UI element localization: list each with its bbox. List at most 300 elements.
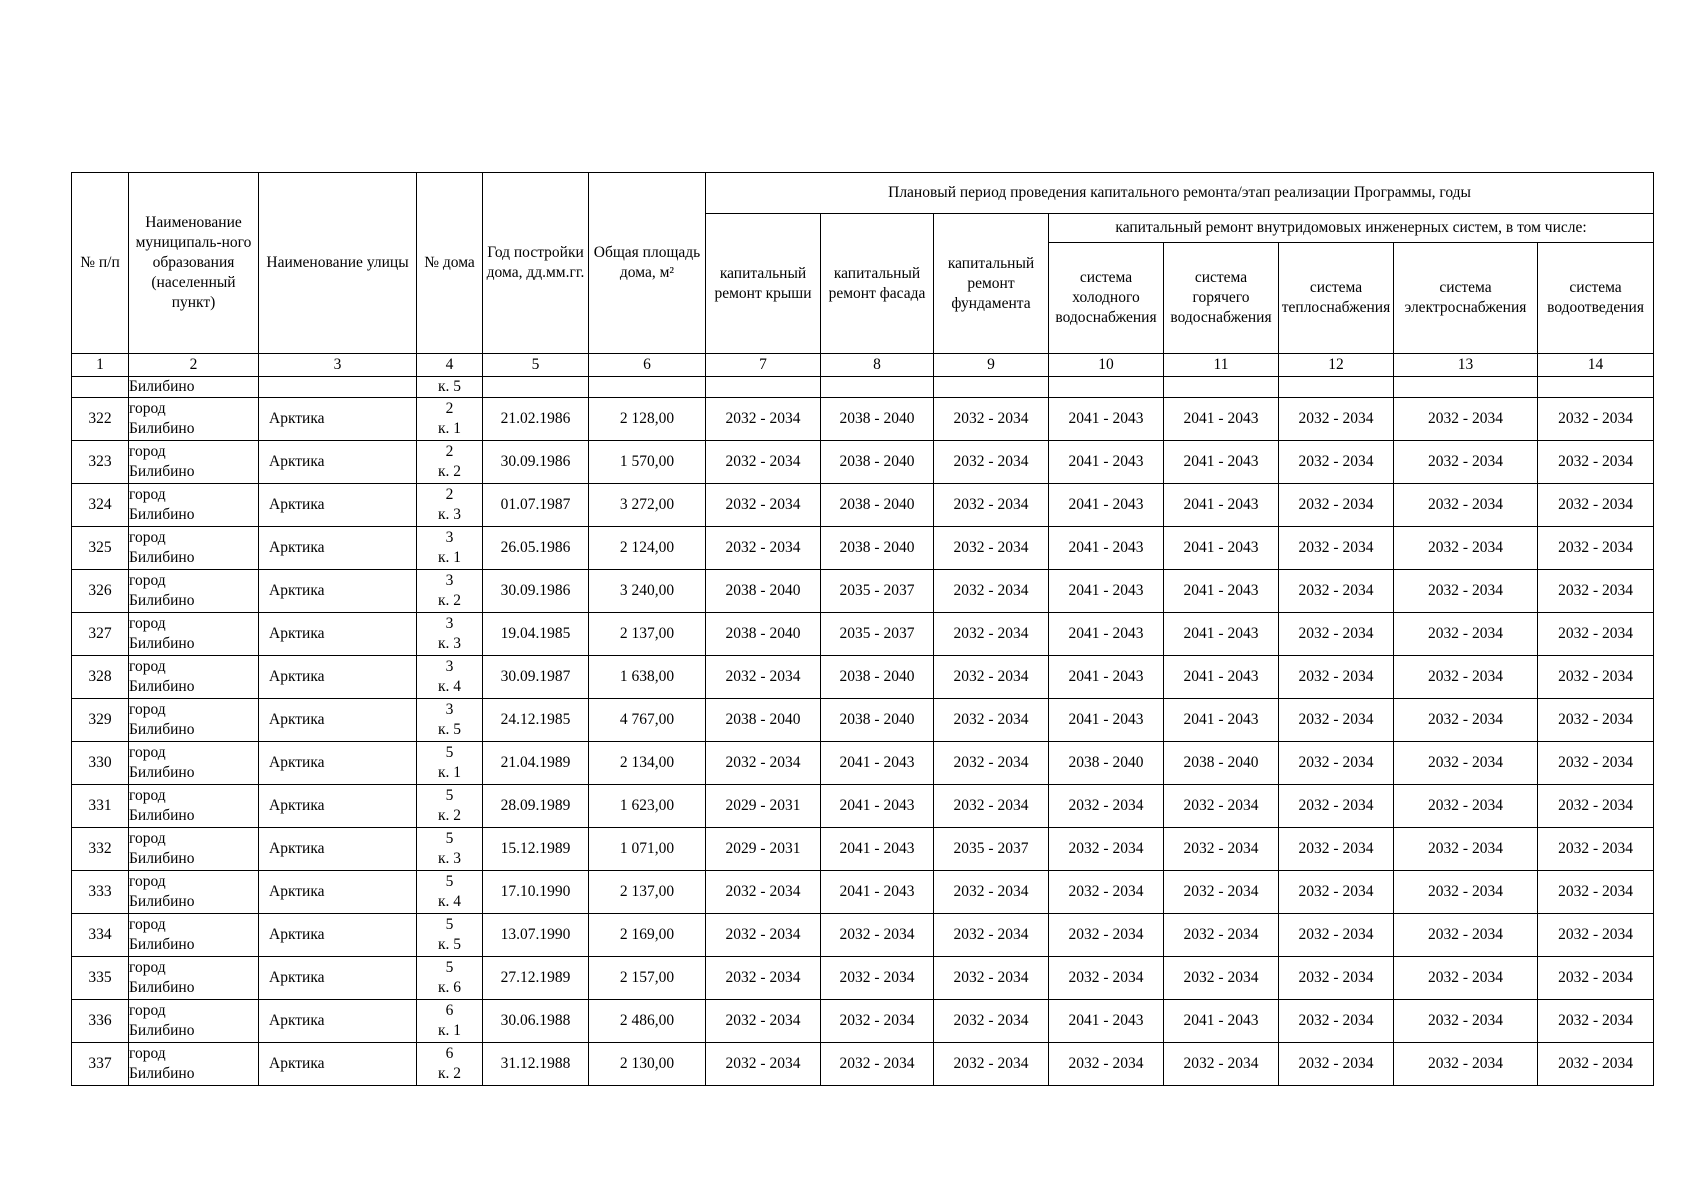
table-row xyxy=(72,914,1654,957)
row-electric-period: 2032 - 2034 xyxy=(1394,398,1538,441)
municipality-name: Билибино xyxy=(129,807,195,824)
column-number: 14 xyxy=(1538,354,1654,377)
municipality-type: город xyxy=(129,443,166,460)
row-roof-period: 2032 - 2034 xyxy=(706,957,821,1000)
row-num: 333 xyxy=(72,871,129,914)
row-total-area: 1 623,00 xyxy=(589,785,706,828)
house-building: к. 2 xyxy=(437,1065,462,1082)
municipality-name: Билибино xyxy=(129,506,195,523)
row-street: Арктика xyxy=(259,656,417,699)
row-heating-period: 2032 - 2034 xyxy=(1279,871,1394,914)
row-heating-period: 2032 - 2034 xyxy=(1279,957,1394,1000)
row-facade-period: 2038 - 2040 xyxy=(821,527,934,570)
row-electric-period: 2032 - 2034 xyxy=(1394,914,1538,957)
row-cold-water-period: 2041 - 2043 xyxy=(1049,613,1164,656)
row-foundation-period: 2032 - 2034 xyxy=(934,1043,1049,1086)
municipality-type: город xyxy=(129,959,166,976)
row-cold-water-period: 2032 - 2034 xyxy=(1049,785,1164,828)
table-row xyxy=(72,1000,1654,1043)
row-facade-period: 2038 - 2040 xyxy=(821,484,934,527)
row-roof-period: 2032 - 2034 xyxy=(706,871,821,914)
row-num: 326 xyxy=(72,570,129,613)
row-build-date: 01.07.1987 xyxy=(483,484,589,527)
row-heating-period: 2032 - 2034 xyxy=(1279,441,1394,484)
row-sewage-period: 2032 - 2034 xyxy=(1538,699,1654,742)
row-house xyxy=(417,484,483,527)
row-heating-period: 2032 - 2034 xyxy=(1279,570,1394,613)
header-year: Год постройки дома, дд.мм.гг. xyxy=(483,173,589,354)
row-facade-period: 2035 - 2037 xyxy=(821,570,934,613)
row-num: 337 xyxy=(72,1043,129,1086)
row-build-date: 31.12.1988 xyxy=(483,1043,589,1086)
row-house xyxy=(417,699,483,742)
column-number: 5 xyxy=(483,354,589,377)
row-hot-water-period: 2041 - 2043 xyxy=(1164,656,1279,699)
row-house xyxy=(417,871,483,914)
row-heating-period: 2032 - 2034 xyxy=(1279,699,1394,742)
row-foundation-period: 2032 - 2034 xyxy=(934,398,1049,441)
row-street: Арктика xyxy=(259,441,417,484)
row-facade-period: 2041 - 2043 xyxy=(821,828,934,871)
municipality-name: Билибино xyxy=(129,635,195,652)
house-building: к. 5 xyxy=(437,936,462,953)
row-house xyxy=(417,527,483,570)
table-row xyxy=(72,570,1654,613)
row-num: 336 xyxy=(72,1000,129,1043)
header-municipality: Наименование муниципаль-ного образования (населенный пункт) xyxy=(129,173,259,354)
row-roof-period: 2032 - 2034 xyxy=(706,1043,821,1086)
row-num: 328 xyxy=(72,656,129,699)
house-building: к. 1 xyxy=(437,549,462,566)
row-municipality xyxy=(129,785,259,828)
cont-house: к. 5 xyxy=(417,377,483,398)
table-row xyxy=(72,871,1654,914)
row-cold-water-period: 2041 - 2043 xyxy=(1049,484,1164,527)
row-cold-water-period: 2032 - 2034 xyxy=(1049,828,1164,871)
house-building: к. 6 xyxy=(437,979,462,996)
row-roof-period: 2038 - 2040 xyxy=(706,613,821,656)
row-heating-period: 2032 - 2034 xyxy=(1279,785,1394,828)
house-number: 5 xyxy=(445,873,454,890)
municipality-name: Билибино xyxy=(129,678,195,695)
column-number: 12 xyxy=(1279,354,1394,377)
municipality-type: город xyxy=(129,486,166,503)
table-row xyxy=(72,957,1654,1000)
row-total-area: 2 157,00 xyxy=(589,957,706,1000)
row-num: 330 xyxy=(72,742,129,785)
row-heating-period: 2032 - 2034 xyxy=(1279,613,1394,656)
row-municipality xyxy=(129,398,259,441)
row-facade-period: 2035 - 2037 xyxy=(821,613,934,656)
column-number: 8 xyxy=(821,354,934,377)
row-hot-water-period: 2041 - 2043 xyxy=(1164,441,1279,484)
row-street: Арктика xyxy=(259,828,417,871)
house-building: к. 1 xyxy=(437,764,462,781)
row-heating-period: 2032 - 2034 xyxy=(1279,914,1394,957)
row-total-area: 1 071,00 xyxy=(589,828,706,871)
house-number: 3 xyxy=(445,701,454,718)
row-municipality xyxy=(129,828,259,871)
house-number: 6 xyxy=(445,1002,454,1019)
row-hot-water-period: 2032 - 2034 xyxy=(1164,871,1279,914)
house-building: к. 2 xyxy=(437,592,462,609)
row-street: Арктика xyxy=(259,914,417,957)
row-house xyxy=(417,656,483,699)
table-row xyxy=(72,1043,1654,1086)
row-facade-period: 2032 - 2034 xyxy=(821,914,934,957)
house-building: к. 3 xyxy=(437,850,462,867)
column-number: 9 xyxy=(934,354,1049,377)
row-sewage-period: 2032 - 2034 xyxy=(1538,656,1654,699)
row-municipality xyxy=(129,527,259,570)
municipality-type: город xyxy=(129,1002,166,1019)
row-num: 324 xyxy=(72,484,129,527)
header-foundation: капитальный ремонт фундамента xyxy=(934,214,1049,354)
row-num: 334 xyxy=(72,914,129,957)
row-municipality xyxy=(129,570,259,613)
municipality-type: город xyxy=(129,658,166,675)
row-municipality xyxy=(129,613,259,656)
row-hot-water-period: 2041 - 2043 xyxy=(1164,527,1279,570)
house-building: к. 5 xyxy=(437,721,462,738)
row-electric-period: 2032 - 2034 xyxy=(1394,527,1538,570)
row-roof-period: 2032 - 2034 xyxy=(706,398,821,441)
municipality-name: Билибино xyxy=(129,721,195,738)
row-facade-period: 2032 - 2034 xyxy=(821,1043,934,1086)
row-total-area: 3 272,00 xyxy=(589,484,706,527)
row-heating-period: 2032 - 2034 xyxy=(1279,484,1394,527)
municipality-name: Билибино xyxy=(129,1022,195,1039)
row-house xyxy=(417,742,483,785)
municipality-type: город xyxy=(129,1045,166,1062)
row-num: 332 xyxy=(72,828,129,871)
row-hot-water-period: 2032 - 2034 xyxy=(1164,785,1279,828)
row-roof-period: 2029 - 2031 xyxy=(706,828,821,871)
row-hot-water-period: 2032 - 2034 xyxy=(1164,828,1279,871)
row-num: 335 xyxy=(72,957,129,1000)
row-facade-period: 2038 - 2040 xyxy=(821,699,934,742)
house-number: 2 xyxy=(445,443,454,460)
row-sewage-period: 2032 - 2034 xyxy=(1538,828,1654,871)
header-street: Наименование улицы xyxy=(259,173,417,354)
row-street: Арктика xyxy=(259,699,417,742)
row-sewage-period: 2032 - 2034 xyxy=(1538,613,1654,656)
row-foundation-period: 2032 - 2034 xyxy=(934,871,1049,914)
municipality-type: город xyxy=(129,572,166,589)
header-hot-water: система горячего водоснабжения xyxy=(1164,243,1279,354)
house-building: к. 4 xyxy=(437,678,462,695)
row-build-date: 30.09.1987 xyxy=(483,656,589,699)
row-num: 322 xyxy=(72,398,129,441)
row-total-area: 2 137,00 xyxy=(589,613,706,656)
row-roof-period: 2032 - 2034 xyxy=(706,484,821,527)
row-street: Арктика xyxy=(259,957,417,1000)
row-roof-period: 2038 - 2040 xyxy=(706,570,821,613)
row-sewage-period: 2032 - 2034 xyxy=(1538,957,1654,1000)
municipality-type: город xyxy=(129,615,166,632)
row-sewage-period: 2032 - 2034 xyxy=(1538,742,1654,785)
column-number: 11 xyxy=(1164,354,1279,377)
row-facade-period: 2038 - 2040 xyxy=(821,656,934,699)
header-sewage: система водоотведения xyxy=(1538,243,1654,354)
row-hot-water-period: 2041 - 2043 xyxy=(1164,613,1279,656)
row-foundation-period: 2032 - 2034 xyxy=(934,785,1049,828)
row-build-date: 21.02.1986 xyxy=(483,398,589,441)
header-area: Общая площадь дома, м² xyxy=(589,173,706,354)
municipality-type: город xyxy=(129,916,166,933)
row-house xyxy=(417,914,483,957)
row-heating-period: 2032 - 2034 xyxy=(1279,398,1394,441)
row-num: 327 xyxy=(72,613,129,656)
row-roof-period: 2032 - 2034 xyxy=(706,656,821,699)
row-sewage-period: 2032 - 2034 xyxy=(1538,441,1654,484)
header-engineering-group: капитальный ремонт внутридомовых инженерных систем, в том числе: xyxy=(1049,214,1654,243)
house-number: 5 xyxy=(445,787,454,804)
row-total-area: 1 570,00 xyxy=(589,441,706,484)
header-heating: система теплоснабжения xyxy=(1279,243,1394,354)
row-foundation-period: 2032 - 2034 xyxy=(934,527,1049,570)
row-build-date: 30.06.1988 xyxy=(483,1000,589,1043)
row-street: Арктика xyxy=(259,1043,417,1086)
table-row xyxy=(72,441,1654,484)
row-heating-period: 2032 - 2034 xyxy=(1279,828,1394,871)
house-number: 2 xyxy=(445,400,454,417)
house-number: 3 xyxy=(445,615,454,632)
row-house xyxy=(417,785,483,828)
table-row xyxy=(72,828,1654,871)
row-build-date: 15.12.1989 xyxy=(483,828,589,871)
row-street: Арктика xyxy=(259,398,417,441)
row-facade-period: 2032 - 2034 xyxy=(821,957,934,1000)
row-build-date: 21.04.1989 xyxy=(483,742,589,785)
municipality-type: город xyxy=(129,701,166,718)
house-building: к. 3 xyxy=(437,635,462,652)
row-total-area: 2 169,00 xyxy=(589,914,706,957)
row-electric-period: 2032 - 2034 xyxy=(1394,656,1538,699)
row-municipality xyxy=(129,1043,259,1086)
row-cold-water-period: 2041 - 2043 xyxy=(1049,570,1164,613)
row-foundation-period: 2032 - 2034 xyxy=(934,1000,1049,1043)
row-electric-period: 2032 - 2034 xyxy=(1394,957,1538,1000)
municipality-name: Билибино xyxy=(129,463,195,480)
row-sewage-period: 2032 - 2034 xyxy=(1538,527,1654,570)
row-hot-water-period: 2041 - 2043 xyxy=(1164,1000,1279,1043)
row-heating-period: 2032 - 2034 xyxy=(1279,527,1394,570)
row-sewage-period: 2032 - 2034 xyxy=(1538,914,1654,957)
table-row xyxy=(72,742,1654,785)
table-row xyxy=(72,699,1654,742)
table-row xyxy=(72,398,1654,441)
cont-street xyxy=(259,377,417,398)
row-hot-water-period: 2041 - 2043 xyxy=(1164,699,1279,742)
row-sewage-period: 2032 - 2034 xyxy=(1538,398,1654,441)
row-total-area: 3 240,00 xyxy=(589,570,706,613)
table-row xyxy=(72,656,1654,699)
row-electric-period: 2032 - 2034 xyxy=(1394,1000,1538,1043)
row-facade-period: 2041 - 2043 xyxy=(821,785,934,828)
row-hot-water-period: 2041 - 2043 xyxy=(1164,570,1279,613)
municipality-type: город xyxy=(129,830,166,847)
row-foundation-period: 2032 - 2034 xyxy=(934,484,1049,527)
row-municipality xyxy=(129,656,259,699)
row-sewage-period: 2032 - 2034 xyxy=(1538,570,1654,613)
table-row xyxy=(72,785,1654,828)
row-foundation-period: 2035 - 2037 xyxy=(934,828,1049,871)
row-heating-period: 2032 - 2034 xyxy=(1279,1043,1394,1086)
house-number: 3 xyxy=(445,529,454,546)
house-number: 5 xyxy=(445,916,454,933)
row-house xyxy=(417,957,483,1000)
row-build-date: 26.05.1986 xyxy=(483,527,589,570)
row-total-area: 2 128,00 xyxy=(589,398,706,441)
row-municipality xyxy=(129,957,259,1000)
row-electric-period: 2032 - 2034 xyxy=(1394,613,1538,656)
row-build-date: 17.10.1990 xyxy=(483,871,589,914)
row-electric-period: 2032 - 2034 xyxy=(1394,1043,1538,1086)
row-house xyxy=(417,613,483,656)
column-number: 3 xyxy=(259,354,417,377)
house-building: к. 1 xyxy=(437,1022,462,1039)
header-house: № дома xyxy=(417,173,483,354)
row-cold-water-period: 2041 - 2043 xyxy=(1049,699,1164,742)
row-cold-water-period: 2041 - 2043 xyxy=(1049,527,1164,570)
row-total-area: 1 638,00 xyxy=(589,656,706,699)
municipality-name: Билибино xyxy=(129,764,195,781)
cont-municipality: Билибино xyxy=(129,377,259,398)
row-roof-period: 2029 - 2031 xyxy=(706,785,821,828)
row-municipality xyxy=(129,484,259,527)
row-total-area: 2 486,00 xyxy=(589,1000,706,1043)
row-build-date: 30.09.1986 xyxy=(483,441,589,484)
row-foundation-period: 2032 - 2034 xyxy=(934,957,1049,1000)
row-electric-period: 2032 - 2034 xyxy=(1394,441,1538,484)
row-total-area: 2 137,00 xyxy=(589,871,706,914)
row-electric-period: 2032 - 2034 xyxy=(1394,570,1538,613)
row-foundation-period: 2032 - 2034 xyxy=(934,441,1049,484)
row-cold-water-period: 2038 - 2040 xyxy=(1049,742,1164,785)
municipality-type: город xyxy=(129,400,166,417)
row-total-area: 4 767,00 xyxy=(589,699,706,742)
column-number: 1 xyxy=(72,354,129,377)
row-cold-water-period: 2041 - 2043 xyxy=(1049,398,1164,441)
row-cold-water-period: 2032 - 2034 xyxy=(1049,871,1164,914)
row-street: Арктика xyxy=(259,484,417,527)
column-number: 10 xyxy=(1049,354,1164,377)
row-facade-period: 2032 - 2034 xyxy=(821,1000,934,1043)
municipality-type: город xyxy=(129,787,166,804)
row-street: Арктика xyxy=(259,785,417,828)
municipality-type: город xyxy=(129,529,166,546)
row-sewage-period: 2032 - 2034 xyxy=(1538,1043,1654,1086)
cont-num xyxy=(72,377,129,398)
row-foundation-period: 2032 - 2034 xyxy=(934,613,1049,656)
row-roof-period: 2032 - 2034 xyxy=(706,742,821,785)
row-build-date: 24.12.1985 xyxy=(483,699,589,742)
column-number: 7 xyxy=(706,354,821,377)
house-building: к. 1 xyxy=(437,420,462,437)
house-building: к. 2 xyxy=(437,807,462,824)
row-municipality xyxy=(129,871,259,914)
row-street: Арктика xyxy=(259,1000,417,1043)
row-foundation-period: 2032 - 2034 xyxy=(934,742,1049,785)
row-cold-water-period: 2041 - 2043 xyxy=(1049,441,1164,484)
row-roof-period: 2038 - 2040 xyxy=(706,699,821,742)
municipality-name: Билибино xyxy=(129,592,195,609)
house-building: к. 3 xyxy=(437,506,462,523)
row-electric-period: 2032 - 2034 xyxy=(1394,699,1538,742)
row-roof-period: 2032 - 2034 xyxy=(706,441,821,484)
column-number: 6 xyxy=(589,354,706,377)
row-facade-period: 2038 - 2040 xyxy=(821,398,934,441)
table-row xyxy=(72,613,1654,656)
header-facade: капитальный ремонт фасада xyxy=(821,214,934,354)
row-heating-period: 2032 - 2034 xyxy=(1279,1000,1394,1043)
row-sewage-period: 2032 - 2034 xyxy=(1538,484,1654,527)
row-house xyxy=(417,570,483,613)
row-municipality xyxy=(129,742,259,785)
capital-repair-table xyxy=(71,172,1654,1086)
row-municipality xyxy=(129,699,259,742)
row-total-area: 2 124,00 xyxy=(589,527,706,570)
row-num: 329 xyxy=(72,699,129,742)
row-heating-period: 2032 - 2034 xyxy=(1279,742,1394,785)
house-number: 5 xyxy=(445,744,454,761)
row-street: Арктика xyxy=(259,527,417,570)
municipality-name: Билибино xyxy=(129,979,195,996)
row-electric-period: 2032 - 2034 xyxy=(1394,828,1538,871)
house-building: к. 4 xyxy=(437,893,462,910)
row-foundation-period: 2032 - 2034 xyxy=(934,914,1049,957)
row-street: Арктика xyxy=(259,570,417,613)
row-street: Арктика xyxy=(259,613,417,656)
continuation-row xyxy=(72,377,1654,398)
row-street: Арктика xyxy=(259,871,417,914)
row-roof-period: 2032 - 2034 xyxy=(706,1000,821,1043)
row-municipality xyxy=(129,441,259,484)
row-sewage-period: 2032 - 2034 xyxy=(1538,1000,1654,1043)
row-build-date: 19.04.1985 xyxy=(483,613,589,656)
municipality-type: город xyxy=(129,744,166,761)
header-num: № п/п xyxy=(72,173,129,354)
row-street: Арктика xyxy=(259,742,417,785)
header-planned-period: Плановый период проведения капитального ремонта/этап реализации Программы, годы xyxy=(706,173,1654,214)
header-electric: система электроснабжения xyxy=(1394,243,1538,354)
municipality-name: Билибино xyxy=(129,420,195,437)
row-num: 325 xyxy=(72,527,129,570)
municipality-name: Билибино xyxy=(129,549,195,566)
row-cold-water-period: 2041 - 2043 xyxy=(1049,1000,1164,1043)
municipality-name: Билибино xyxy=(129,1065,195,1082)
row-house xyxy=(417,1043,483,1086)
row-total-area: 2 130,00 xyxy=(589,1043,706,1086)
row-build-date: 28.09.1989 xyxy=(483,785,589,828)
row-electric-period: 2032 - 2034 xyxy=(1394,871,1538,914)
row-facade-period: 2041 - 2043 xyxy=(821,871,934,914)
row-electric-period: 2032 - 2034 xyxy=(1394,742,1538,785)
row-facade-period: 2041 - 2043 xyxy=(821,742,934,785)
row-hot-water-period: 2032 - 2034 xyxy=(1164,914,1279,957)
row-hot-water-period: 2041 - 2043 xyxy=(1164,398,1279,441)
municipality-name: Билибино xyxy=(129,893,195,910)
row-cold-water-period: 2032 - 2034 xyxy=(1049,957,1164,1000)
row-foundation-period: 2032 - 2034 xyxy=(934,699,1049,742)
row-total-area: 2 134,00 xyxy=(589,742,706,785)
row-build-date: 27.12.1989 xyxy=(483,957,589,1000)
row-foundation-period: 2032 - 2034 xyxy=(934,570,1049,613)
row-build-date: 30.09.1986 xyxy=(483,570,589,613)
municipality-name: Билибино xyxy=(129,936,195,953)
column-number: 2 xyxy=(129,354,259,377)
